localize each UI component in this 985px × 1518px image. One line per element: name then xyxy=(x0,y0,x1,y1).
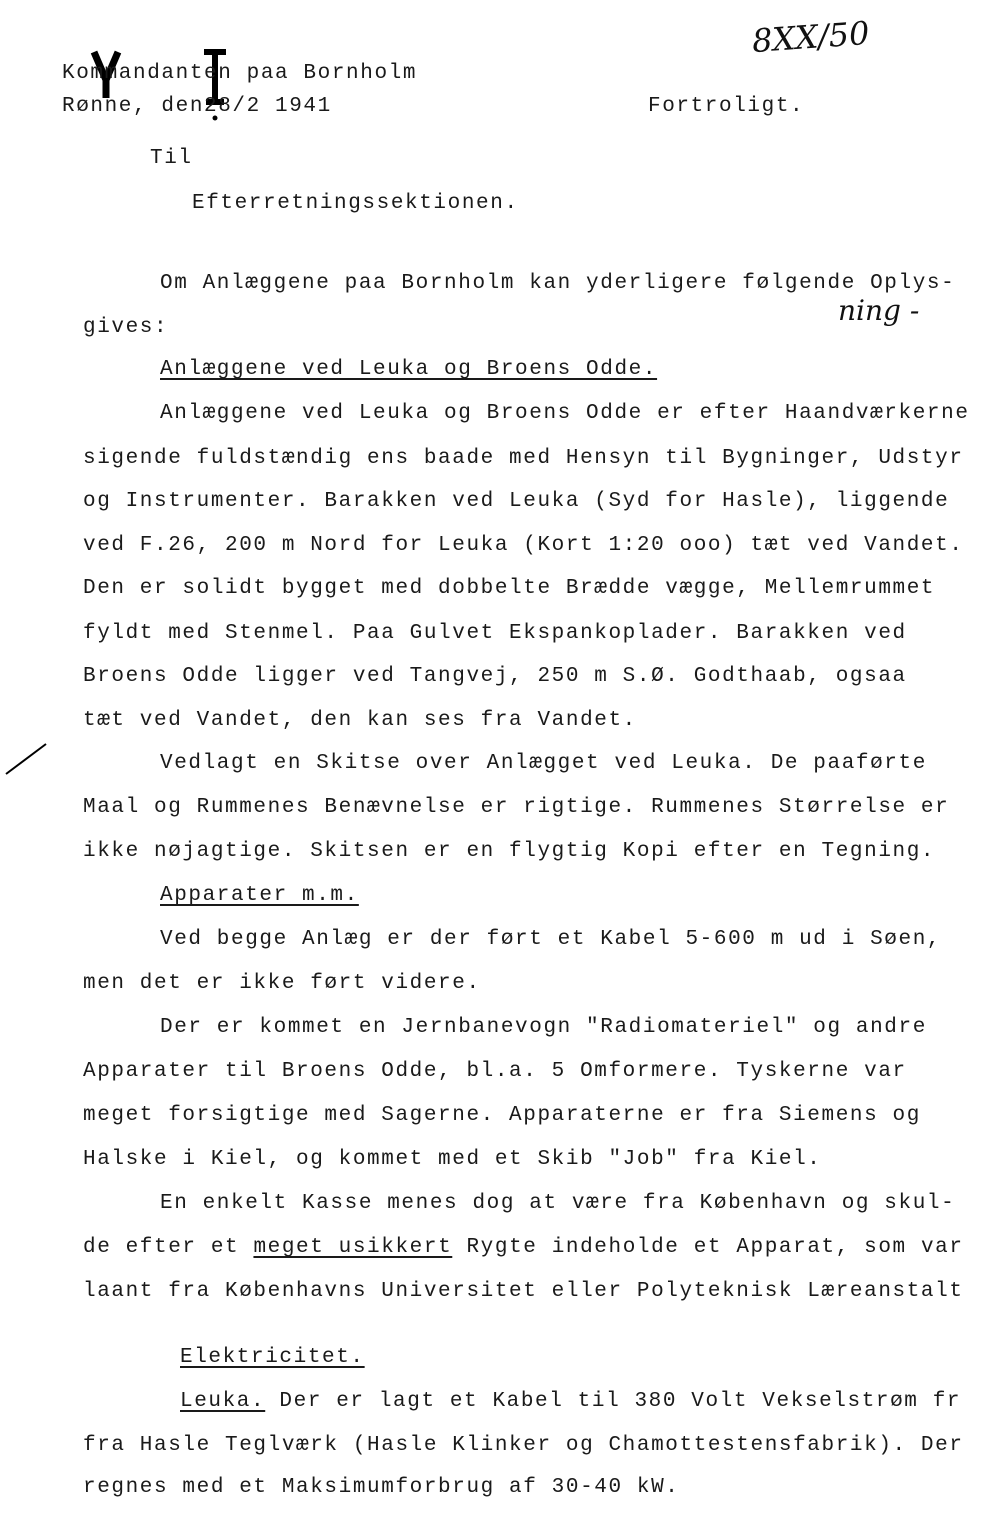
para-1-line: ved F.26, 200 m Nord for Leuka (Kort 1:20 ooo) tæt ved Vandet. xyxy=(83,534,964,557)
para-1-line: fyldt med Stenmel. Paa Gulvet Ekspankoplader. Barakken ved xyxy=(83,622,907,645)
para-2-line: Maal og Rummenes Benævnelse er rigtige. Rummenes Størrelse er xyxy=(83,796,950,819)
section-heading-leuka-broens-odde: Anlæggene ved Leuka og Broens Odde. xyxy=(160,358,658,381)
para-1-line: Den er solidt bygget med dobbelte Brædde vægge, Mellemrummet xyxy=(83,577,936,600)
para-2-line: ikke nøjagtige. Skitsen er en flygtig Kopi efter en Tegning. xyxy=(83,840,936,863)
para-4-line: meget forsigtige med Sagerne. Apparaterne er fra Siemens og xyxy=(83,1104,921,1127)
para-1-line: Anlæggene ved Leuka og Broens Odde er efter Haandværkerne xyxy=(160,402,970,425)
section-heading-elektricitet: Elektricitet. xyxy=(180,1346,365,1369)
addressee-to: Til xyxy=(150,147,193,170)
intro-line-2: gives: xyxy=(83,316,169,339)
para-5-line: En enkelt Kasse menes dog at være fra København og skul- xyxy=(160,1192,956,1215)
sender-line: Kommandanten paa Bornholm xyxy=(62,62,418,85)
section-heading-apparater: Apparater m.m. xyxy=(160,884,359,907)
intro-line-1: Om Anlæggene paa Bornholm kan yderligere følgende Oplys- xyxy=(160,272,956,295)
para-5-text: de efter et xyxy=(83,1236,254,1259)
place-date-line: Rønne, den28/2 1941 xyxy=(62,95,332,118)
classification-label: Fortroligt. xyxy=(648,95,805,118)
recipient-name: Efterretningssektionen. xyxy=(192,192,519,215)
subheading-leuka: Leuka. xyxy=(180,1390,266,1413)
para-6-line: regnes med et Maksimumforbrug af 30-40 kW. xyxy=(83,1476,680,1499)
para-6-line: fra Hasle Teglværk (Hasle Klinker og Chamottestensfabrik). Der xyxy=(83,1434,964,1457)
para-5-text: Rygte indeholde et Apparat, som var xyxy=(452,1236,964,1259)
para-5-line: laant fra Københavns Universitet eller Polyteknisk Læreanstalt xyxy=(83,1280,964,1303)
para-2-line: Vedlagt en Skitse over Anlægget ved Leuka. De paaførte xyxy=(160,752,927,775)
para-1-line: og Instrumenter. Barakken ved Leuka (Syd for Hasle), liggende xyxy=(83,490,950,513)
handwritten-reference: 8XX/50 xyxy=(750,13,871,61)
para-3-line: men det er ikke ført videre. xyxy=(83,972,481,995)
para-4-line: Der er kommet en Jernbanevogn "Radiomateriel" og andre xyxy=(160,1016,927,1039)
para-1-line: sigende fuldstændig ens baade med Hensyn til Bygninger, Udstyr xyxy=(83,447,964,470)
para-1-line: Broens Odde ligger ved Tangvej, 250 m S.Ø. Godthaab, ogsaa xyxy=(83,665,907,688)
para-4-line: Apparater til Broens Odde, bl.a. 5 Omformere. Tyskerne var xyxy=(83,1060,907,1083)
handwritten-correction: ning - xyxy=(838,294,920,327)
para-4-line: Halske i Kiel, og kommet med et Skib "Job" fra Kiel. xyxy=(83,1148,822,1171)
para-6-text: Der er lagt et Kabel til 380 Volt Vekselstrøm fr xyxy=(265,1390,962,1413)
para-3-line: Ved begge Anlæg er der ført et Kabel 5-600 m ud i Søen, xyxy=(160,928,942,951)
para-1-line: tæt ved Vandet, den kan ses fra Vandet. xyxy=(83,709,637,732)
para-6-line xyxy=(180,1390,961,1413)
margin-pen-stroke xyxy=(2,740,52,780)
underlined-phrase: meget usikkert xyxy=(253,1236,453,1259)
para-5-line xyxy=(83,1236,964,1259)
